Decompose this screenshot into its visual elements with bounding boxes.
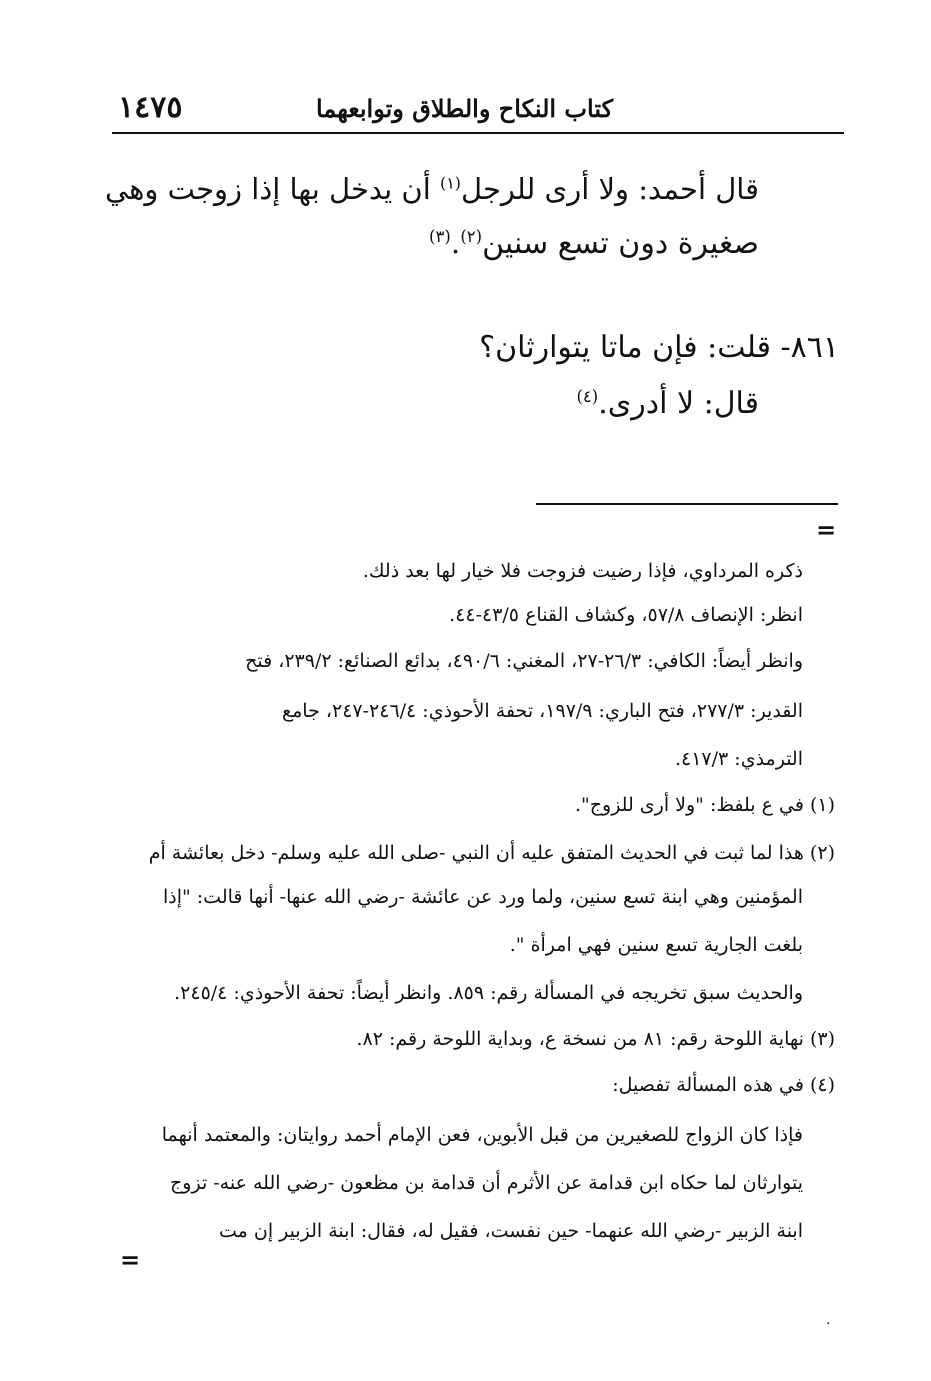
footnote-line: يتوارثان لما حكاه ابن قدامة عن الأثرم أن قدامة بن مظعون -رضي الله عنه- تزوج <box>170 1172 803 1194</box>
main-line-1 <box>105 172 759 206</box>
page-number: ١٤٧٥ <box>118 90 183 125</box>
footnote-3: (٣) نهاية اللوحة رقم: ٨١ من نسخة ع، وبداية اللوحة رقم: ٨٢. <box>356 1028 835 1050</box>
stray-mark: · <box>826 1316 831 1332</box>
footnote-line: والحديث سبق تخريجه في المسألة رقم: ٨٥٩. وانظر أيضاً: تحفة الأحوذي: ٢٤٥/٤. <box>174 982 803 1004</box>
footnote-line: ابنة الزبير -رضي الله عنهما- حين نفست، فقيل له، فقال: ابنة الزبير إن مت <box>219 1220 803 1242</box>
header-rule <box>112 132 844 134</box>
running-title: كتاب النكاح والطلاق وتوابعهما <box>316 94 613 123</box>
footnote-2: (٢) هذا لما ثبت في الحديث المتفق عليه أن النبي -صلى الله عليه وسلم- دخل بعائشة أم <box>148 842 835 864</box>
footnote-line: المؤمنين وهي ابنة تسع سنين، ولما ورد عن عائشة -رضي الله عنها- أنها قالت: "إذا <box>162 886 803 908</box>
answer-861 <box>576 386 759 421</box>
footnote-line: الترمذي: ٤١٧/٣. <box>674 748 803 770</box>
footnote-ref-1: (١) <box>439 173 461 193</box>
footnote-separator <box>536 503 838 505</box>
footnote-1: (١) في ع بلفظ: "ولا أرى للزوج". <box>574 794 835 816</box>
continuation-mark-top: = <box>816 515 837 544</box>
continuation-mark-bottom: = <box>120 1245 141 1274</box>
footnote-ref-4: (٤) <box>576 387 599 406</box>
footnote-line: وانظر أيضاً: الكافي: ٢٦/٣-٢٧، المغني: ٤٩٠/٦، بدائع الصنائع: ٢٣٩/٢، فتح <box>245 650 803 672</box>
footnote-line: بلغت الجارية تسع سنين فهي امرأة ". <box>509 934 803 956</box>
main-line-2 <box>429 226 759 261</box>
footnote-line: انظر: الإنصاف ٥٧/٨، وكشاف القناع ٤٣/٥-٤٤. <box>449 604 803 626</box>
main-text-segment: . <box>450 226 461 261</box>
question-861: ٨٦١- قلت: فإن ماتا يتوارثان؟ <box>479 330 839 365</box>
main-text-segment: قال أحمد: ولا أرى للرجل <box>460 172 759 206</box>
main-text-segment: قال: لا أدرى. <box>598 386 759 421</box>
footnote-ref-2: (٢) <box>460 227 483 246</box>
footnote-4: (٤) في هذه المسألة تفصيل: <box>612 1074 835 1096</box>
footnote-line: القدير: ٢٧٧/٣، فتح الباري: ١٩٧/٩، تحفة الأحوذي: ٢٤٦/٤-٢٤٧، جامع <box>281 700 803 722</box>
main-text-segment: أن يدخل بها إذا زوجت وهي <box>104 172 440 206</box>
main-text-segment: صغيرة دون تسع سنين <box>482 226 759 261</box>
footnote-line: ذكره المرداوي، فإذا رضيت فزوجت فلا خيار لها بعد ذلك. <box>362 560 803 582</box>
footnote-ref-3: (٣) <box>429 227 451 246</box>
footnote-line: فإذا كان الزواج للصغيرين من قبل الأبوين، فعن الإمام أحمد روايتان: والمعتمد أنهما <box>161 1124 803 1146</box>
